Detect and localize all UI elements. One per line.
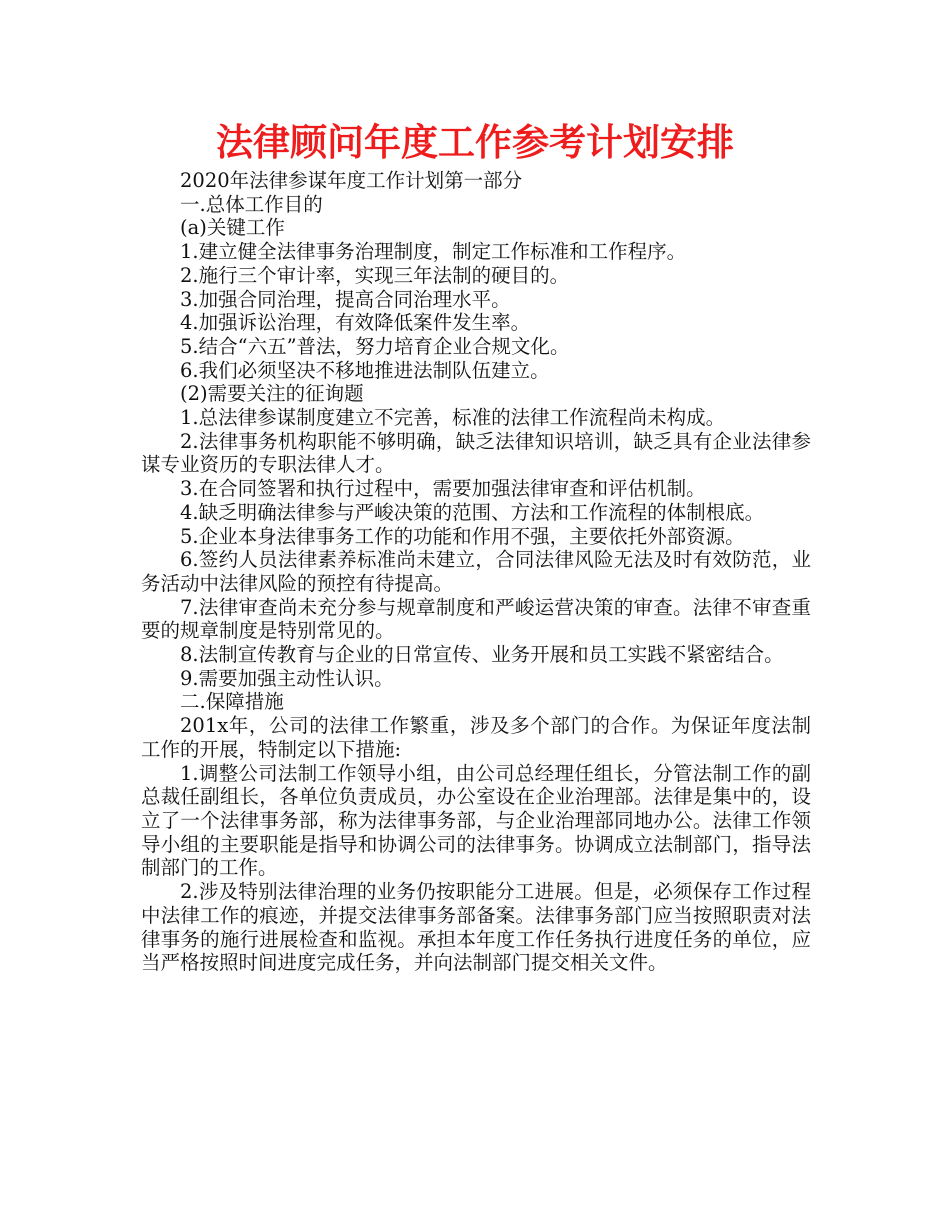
- section-heading: 二.保障措施: [180, 690, 284, 714]
- document-title: 法律顾问年度工作参考计划安排: [216, 121, 734, 164]
- list-item: 5.企业本身法律事务工作的功能和作用不强，主要依托外部资源。: [180, 524, 745, 548]
- list-item: 1.建立健全法律事务治理制度，制定工作标准和工作程序。: [180, 240, 687, 264]
- list-item: 3.在合同签署和执行过程中，需要加强法律审查和评估机制。: [180, 477, 706, 501]
- document-body: [141, 169, 811, 975]
- list-item: 2.涉及特别法律治理的业务仍按职能分工进展。但是，必须保存工作过程中法律工作的痕迹，并提交法律事务部备案。法律事务部门应当按照职责对法律事务的施行进展检查和监视。承担本年度工作任务执行进度任务的单位，应当严格按照时间进度完成任务，并向法制部门提交相关文件。: [141, 880, 811, 975]
- paragraph: 2020年法律参谋年度工作计划第一部分: [180, 169, 523, 192]
- list-item: 9.需要加强主动性认识。: [180, 666, 394, 690]
- list-item: 4.缺乏明确法律参与严峻决策的范围、方法和工作流程的体制根底。: [180, 500, 765, 524]
- list-item: 6.我们必须坚决不移地推进法制队伍建立。: [180, 358, 550, 382]
- subsection-heading: (2)需要关注的征询题: [180, 382, 364, 406]
- section-heading: 一.总体工作目的: [180, 192, 323, 216]
- list-item: 1.总法律参谋制度建立不完善，标准的法律工作流程尚未构成。: [180, 406, 726, 430]
- list-item: 2.法律事务机构职能不够明确，缺乏法律知识培训，缺乏具有企业法律参谋专业资历的专职法律人才。: [141, 429, 811, 477]
- paragraph: 201x年，公司的法律工作繁重，涉及多个部门的合作。为保证年度法制工作的开展，特制定以下措施:: [141, 714, 811, 761]
- list-item: 2.施行三个审计率，实现三年法制的硬目的。: [180, 263, 570, 287]
- list-item: 7.法律审查尚未充分参与规章制度和严峻运营决策的审查。法律不审查重要的规章制度是特别常见的。: [141, 595, 811, 643]
- list-item: 5.结合“六五”普法，努力培育企业合规文化。: [180, 334, 570, 358]
- list-item: 4.加强诉讼治理，有效降低案件发生率。: [180, 311, 531, 335]
- list-item: 1.调整公司法制工作领导小组，由公司总经理任组长，分管法制工作的副总裁任副组长，各单位负责成员，办公室设在企业治理部。法律是集中的，设立了一个法律事务部，称为法律事务部，与企业治理部同地办公。法律工作领导小组的主要职能是指导和协调公司的法律事务。协调成立法制部门，指导法制部门的工作。: [141, 761, 811, 880]
- list-item: 8.法制宣传教育与企业的日常宣传、业务开展和员工实践不紧密结合。: [180, 643, 784, 667]
- list-item: 6.签约人员法律素养标准尚未建立，合同法律风险无法及时有效防范，业务活动中法律风险的预控有待提高。: [141, 548, 811, 595]
- subsection-heading: (a)关键工作: [180, 216, 285, 240]
- list-item: 3.加强合同治理，提高合同治理水平。: [180, 287, 511, 311]
